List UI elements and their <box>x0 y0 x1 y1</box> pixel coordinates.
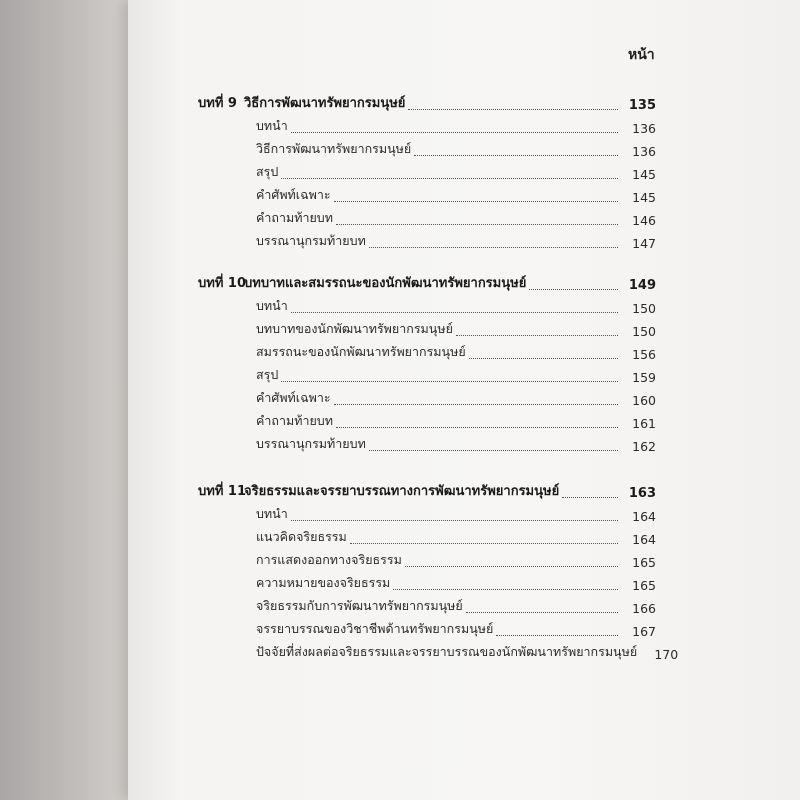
leader-dots <box>334 403 618 405</box>
chapter-10 <box>198 270 656 454</box>
entry-title: บรรณานุกรมท้ายบท <box>256 233 366 248</box>
page-number: 150 <box>632 324 656 339</box>
entry-title: สมรรถนะของนักพัฒนาทรัพยากรมนุษย์ <box>256 344 466 359</box>
toc-entry[interactable] <box>198 616 656 639</box>
entry-title: แนวคิดจริยธรรม <box>256 529 347 544</box>
leader-dots <box>350 542 618 544</box>
page-number: 146 <box>632 213 656 228</box>
page-number: 170 <box>654 647 679 662</box>
page-number: 135 <box>628 98 656 113</box>
book-spine-shadow <box>0 0 140 800</box>
page-column-header: หน้า <box>628 47 655 63</box>
chapter-heading[interactable] <box>198 90 656 113</box>
leader-dots <box>469 357 618 359</box>
page-number: 164 <box>632 509 656 524</box>
chapter-number: บทที่ 11 <box>198 484 247 499</box>
entry-title: บทนำ <box>256 298 288 313</box>
page-number: 136 <box>632 121 656 136</box>
toc-entry[interactable] <box>198 501 656 524</box>
entry-title: ปัจจัยที่ส่งผลต่อจริยธรรมและจรรยาบรรณของนักพัฒนาทรัพยากรมนุษย์ <box>256 644 638 659</box>
page-number: 159 <box>632 370 656 385</box>
leader-dots <box>336 426 618 428</box>
toc-entry[interactable] <box>198 293 656 316</box>
toc-entry[interactable] <box>198 339 656 362</box>
leader-dots <box>369 246 618 248</box>
entry-title: จริยธรรมกับการพัฒนาทรัพยากรมนุษย์ <box>256 598 463 613</box>
toc-entry[interactable] <box>198 362 656 385</box>
toc-entry[interactable] <box>198 431 656 454</box>
entry-title: คำถามท้ายบท <box>256 413 333 428</box>
toc-entry[interactable] <box>198 228 656 251</box>
entry-title: บรรณานุกรมท้ายบท <box>256 436 366 451</box>
toc-entry[interactable] <box>198 316 656 339</box>
entry-title: สรุป <box>256 367 279 382</box>
page-number: 163 <box>628 486 656 501</box>
page-number: 156 <box>632 347 656 362</box>
leader-dots <box>466 611 618 613</box>
page-number: 165 <box>632 555 656 570</box>
entry-title: บทนำ <box>256 118 288 133</box>
chapter-9 <box>198 90 656 251</box>
chapter-title: วิธีการพัฒนาทรัพยากรมนุษย์ <box>244 96 406 111</box>
toc-entry[interactable] <box>198 547 656 570</box>
chapter-heading[interactable] <box>198 478 656 501</box>
leader-dots <box>369 449 618 451</box>
page-number: 162 <box>632 439 656 454</box>
toc-entry[interactable] <box>198 136 656 159</box>
leader-dots <box>562 496 618 498</box>
page-number: 147 <box>632 236 656 251</box>
toc-entry[interactable] <box>198 408 656 431</box>
leader-dots <box>408 108 618 110</box>
toc-entry[interactable] <box>198 113 656 136</box>
page-number: 160 <box>632 393 656 408</box>
page-number: 167 <box>632 624 656 639</box>
page-number: 165 <box>632 578 656 593</box>
entry-title: บทบาทของนักพัฒนาทรัพยากรมนุษย์ <box>256 321 453 336</box>
entry-title: บทนำ <box>256 506 288 521</box>
chapter-title: จริยธรรมและจรรยาบรรณทางการพัฒนาทรัพยากรมนุษย์ <box>244 484 560 499</box>
page-number: 161 <box>632 416 656 431</box>
leader-dots <box>291 519 618 521</box>
entry-title: ความหมายของจริยธรรม <box>256 575 391 590</box>
leader-dots <box>393 588 618 590</box>
toc-entry[interactable] <box>198 385 656 408</box>
entry-title: คำศัพท์เฉพาะ <box>256 187 331 202</box>
page-number: 145 <box>632 190 656 205</box>
toc-entry[interactable] <box>198 593 656 616</box>
toc-entry[interactable] <box>198 570 656 593</box>
page-number: 136 <box>632 144 656 159</box>
leader-dots <box>496 634 618 636</box>
chapter-title: บทบาทและสมรรถนะของนักพัฒนาทรัพยากรมนุษย์ <box>244 276 527 291</box>
leader-dots <box>281 380 618 382</box>
toc-entry[interactable] <box>198 639 679 662</box>
page-number: 150 <box>632 301 656 316</box>
page-number: 166 <box>632 601 656 616</box>
toc-entry[interactable] <box>198 182 656 205</box>
toc-entry[interactable] <box>198 524 656 547</box>
page-number: 145 <box>632 167 656 182</box>
entry-title: การแสดงออกทางจริยธรรม <box>256 552 402 567</box>
leader-dots <box>291 311 618 313</box>
toc-entry[interactable] <box>198 159 656 182</box>
leader-dots <box>334 200 618 202</box>
chapter-heading[interactable] <box>198 270 656 293</box>
entry-title: คำถามท้ายบท <box>256 210 333 225</box>
leader-dots <box>456 334 618 336</box>
leader-dots <box>291 131 618 133</box>
toc-entry[interactable] <box>198 205 656 228</box>
leader-dots <box>281 177 618 179</box>
entry-title: จรรยาบรรณของวิชาชีพด้านทรัพยากรมนุษย์ <box>256 621 494 636</box>
entry-title: คำศัพท์เฉพาะ <box>256 390 331 405</box>
page-number: 164 <box>632 532 656 547</box>
chapter-number: บทที่ 9 <box>198 96 237 111</box>
page-number: 149 <box>628 278 656 293</box>
entry-title: สรุป <box>256 164 279 179</box>
leader-dots <box>414 154 618 156</box>
chapter-number: บทที่ 10 <box>198 276 247 291</box>
entry-title: วิธีการพัฒนาทรัพยากรมนุษย์ <box>256 141 412 156</box>
leader-dots <box>336 223 618 225</box>
leader-dots <box>405 565 618 567</box>
leader-dots <box>529 288 618 290</box>
chapter-11 <box>198 478 679 662</box>
